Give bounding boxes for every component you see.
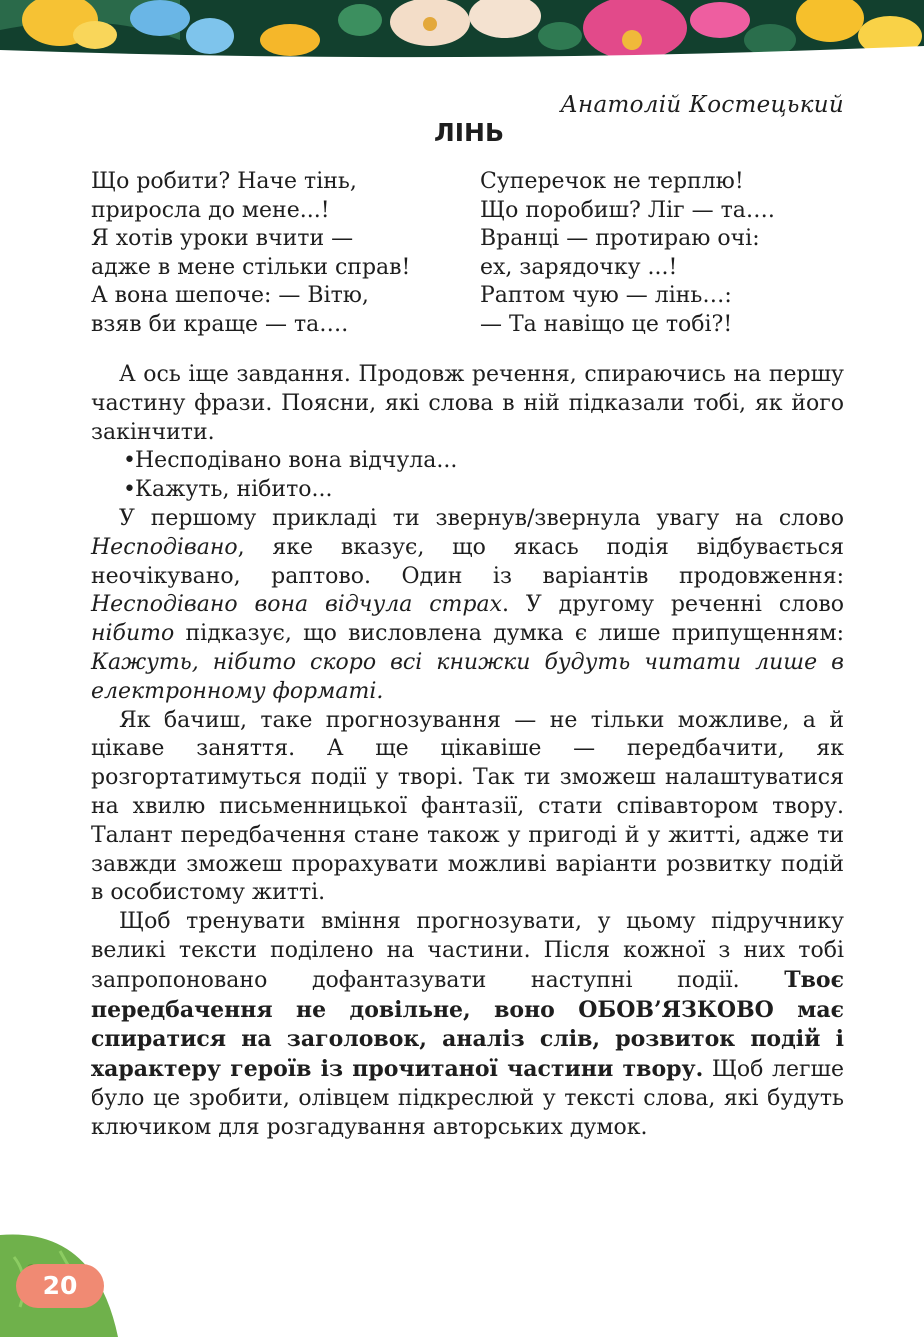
text-run: Щоб легше було це зробити, олівцем підкреслюй у тексті слова, які будуть ключиком для розгадування авторських думок. — [91, 1057, 844, 1140]
text-run: У першому прикладі ти звернув/звернула увагу на слово — [119, 505, 844, 531]
poem-line: А вона шепоче: — Вітю, — [91, 283, 369, 309]
poem-line: Що поробиш? Ліг — та…. — [480, 197, 775, 223]
text-run: , яке вказує, що якась подія відбувається неочікувано, раптово. Один із варіантів продовження: — [91, 534, 844, 589]
poem-line: Що робити? Наче тінь, — [91, 169, 357, 194]
italic-run: Несподівано вона відчула страх — [91, 592, 503, 618]
poem-line: — Та навіщо це тобі?! — [480, 311, 733, 337]
text-run: Щоб тренувати вміння прогнозувати, у цьому підручнику великі тексти поділено на частини. Після кожної з них тобі запропоновано дофантазувати наступні події. — [91, 909, 844, 993]
poem-title: ЛІНЬ — [433, 118, 505, 147]
body-text — [91, 361, 844, 1143]
paragraph-task: А ось іще завдання. Продовж речення, спираючись на першу частину фрази. Поясни, які слова в ній підказали тобі, як його закінчити. — [91, 362, 844, 445]
text-run: підказує, що висловлена думка є лише припущенням: — [174, 621, 844, 647]
italic-run: Несподівано — [91, 534, 238, 560]
paragraph-explanation — [91, 505, 844, 707]
italic-run: нібито — [91, 621, 175, 647]
poem-line: адже в мене стільки справ! — [91, 254, 411, 280]
poem-line: Раптом чую — лінь…: — [480, 283, 732, 309]
author-name: Анатолій Костецький — [560, 92, 844, 118]
floral-banner — [0, 0, 924, 62]
poem-line: Вранці — протираю очі: — [480, 226, 760, 252]
bullet-mark: • — [123, 448, 136, 474]
paragraph-prediction: Як бачиш, таке прогнозування — не тільки можливе, а й цікаве заняття. А ще цікавіше — передбачити, як розгортатимуться події у творі. Так ти зможеш налаштуватися на хвилю письменницької фантазії, стати співавтором твору. Талант передбачення стане також у пригоді й у житті, адже ти завжди зможеш прорахувати можливі варіанти розвитку подій в особистому житті. — [91, 707, 844, 906]
poem-line: взяв би краще — та…. — [91, 311, 349, 337]
bullet-mark: • — [123, 477, 136, 503]
italic-run: Кажуть, нібито скоро всі книжки будуть читати лише в електронному форматі. — [91, 649, 844, 704]
poem-line: приросла до мене...! — [91, 197, 330, 223]
poem-column-left — [91, 168, 410, 340]
paragraph-training — [91, 908, 844, 1142]
text-run: . У другому реченні слово — [502, 592, 845, 618]
bullet-item — [91, 447, 844, 476]
bullet-item — [91, 476, 844, 505]
poem-column-right — [480, 168, 775, 340]
bullet-text: Несподівано вона відчула... — [135, 448, 458, 474]
poem-line: ех, зарядочку ...! — [480, 254, 678, 280]
poem-line: Суперечок не терплю! — [480, 169, 744, 194]
page-number: 20 — [16, 1264, 104, 1308]
poem-line: Я хотів уроки вчити — — [91, 226, 354, 252]
bold-run: Твоє передбачення не довільне, воно ОБОВ’ЯЗКОВО має спиратися на заголовок, аналіз слів, розвиток подій і характеру героїв із прочитаної частини твору. — [91, 966, 844, 1083]
bullet-text: Кажуть, нібито... — [135, 477, 333, 503]
